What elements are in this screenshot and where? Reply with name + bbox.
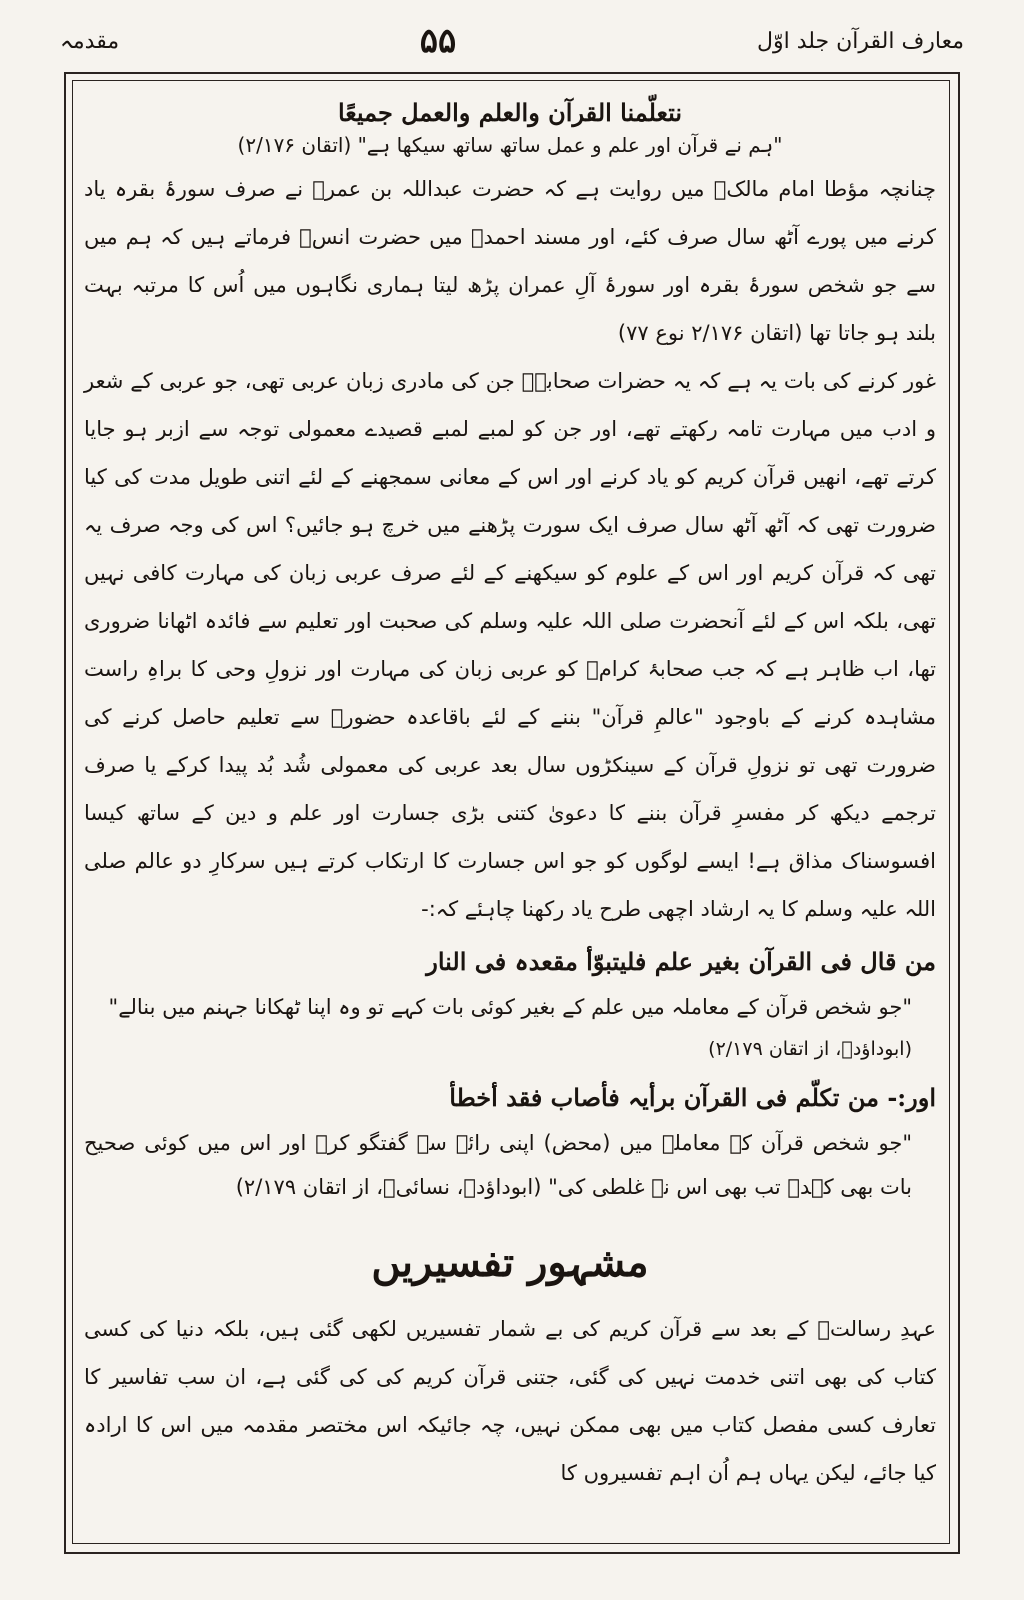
running-header bbox=[60, 14, 964, 68]
hadith-1-arabic: من قال فی القرآن بغیر علم فلیتبوّأ مقعدہ فی النار bbox=[426, 947, 936, 976]
hadith-2-line bbox=[84, 1075, 936, 1121]
paragraph-3: عہدِ رسالتؐ کے بعد سے قرآن کریم کی بے شمار تفسیریں لکھی گئی ہیں، بلکہ دنیا کی کسی کتاب کی بھی اتنی خدمت نہیں کی گئی، جتنی قرآن کریم کی کی گئی ہے، ان سب تفاسیر کا تعارف کسی مفصل کتاب میں بھی ممکن نہیں، چہ جائیکہ اس مختصر مقدمہ میں اس کا ارادہ کیا جائے، لیکن یہاں ہم اُن اہم تفسیروں کا bbox=[84, 1317, 936, 1485]
hadith-1-reference: (ابوداؤدؒ، از اتقان ۲/۱۷۹) bbox=[708, 1038, 912, 1060]
paragraph-2: غور کرنے کی بات یہ ہے کہ یہ حضرات صحابہؓ جن کی مادری زبان عربی تھی، جو عربی کے شعر و ادب میں مہارت تامہ رکھتے تھے، اور جن کو لمبے لمبے قصیدے معمولی توجہ سے ازبر ہو جایا کرتے تھے، انھیں قرآن کریم کو یاد کرنے اور اس کے معانی سمجھنے کے لئے اتنی طویل مدت کی کیا ضرورت تھی کہ آٹھ آٹھ سال صرف ایک سورت پڑھنے میں خرچ ہو جائیں؟ اس کی وجہ صرف یہ تھی کہ قرآن کریم اور اس کے علوم کو سیکھنے کے لئے صرف عربی زبان کی مہارت کافی نہیں تھی، بلکہ اس کے لئے آنحضرت صلی اللہ علیہ وسلم کی صحبت اور تعلیم سے فائدہ اٹھانا ضروری تھا، اب ظاہر ہے کہ جب صحابۂ کرامؓ کو عربی زبان کی مہارت اور نزولِ وحی کا براہِ راست مشاہدہ کرنے کے باوجود "عالمِ قرآن" بننے کے لئے باقاعدہ حضورؐ سے تعلیم حاصل کرنے کی ضرورت تھی تو نزولِ قرآن کے سینکڑوں سال بعد عربی کی معمولی شُد بُد پیدا کرکے یا صرف ترجمے دیکھ کر مفسرِ قرآن بننے کا دعویٰ کتنی بڑی جسارت اور علم و دین کے ساتھ کیسا افسوسناک مذاق ہے! ایسے لوگوں کو جو اس جسارت کا ارتکاب کرتے ہیں سرکارِ دو عالم صلی اللہ علیہ وسلم کا یہ ارشاد اچھی طرح یاد رکھنا چاہئے کہ:- bbox=[84, 369, 936, 921]
arabic-saying-translation: "ہم نے قرآن اور علم و عمل ساتھ ساتھ سیکھا ہے" (اتقان ۲/۱۷۶) bbox=[237, 133, 783, 157]
hadith-2-translation: "جو شخص قرآن کے معاملے میں (محض) اپنی رائے سے گفتگو کرے اور اس میں کوئی صحیح بات بھی کہدے تب بھی اس نے غلطی کی" (ابوداؤدؒ، نسائیؒ، از اتقان ۲/۱۷۹) bbox=[84, 1131, 912, 1199]
page-number: ۵۵ bbox=[419, 21, 457, 61]
page-content bbox=[84, 90, 936, 1540]
arabic-saying: نتعلّمنا القرآن والعلم والعمل جميعًا bbox=[337, 98, 683, 127]
section-name: مقدمہ bbox=[60, 28, 120, 54]
paragraph-1: چنانچہ مؤطا امام مالکؒ میں روایت ہے کہ حضرت عبداللہ بن عمرؓ نے صرف سورۂ بقرہ یاد کرنے میں پورے آٹھ سال صرف کئے، اور مسند احمدؒ میں حضرت انسؓ فرماتے ہیں کہ ہم میں سے جو شخص سورۂ بقرہ اور سورۂ آلِ عمران پڑھ لیتا ہماری نگاہوں میں اُس کا مرتبہ بہت بلند ہو جاتا تھا (اتقان ۲/۱۷۶ نوع ۷۷) bbox=[84, 177, 936, 345]
hadith-2-arabic: من تکلّم فی القرآن برأیہ فأصاب فقد أخطأ bbox=[449, 1083, 879, 1112]
section-heading: مشہور تفسیریں bbox=[371, 1239, 649, 1286]
hadith-2-prefix: اور:- bbox=[887, 1083, 936, 1112]
hadith-1-translation: "جو شخص قرآن کے معاملہ میں علم کے بغیر کوئی بات کہے تو وہ اپنا ٹھکانا جہنم میں بنالے" bbox=[108, 995, 912, 1019]
book-title: معارف القرآن جلد اوّل bbox=[756, 28, 964, 54]
